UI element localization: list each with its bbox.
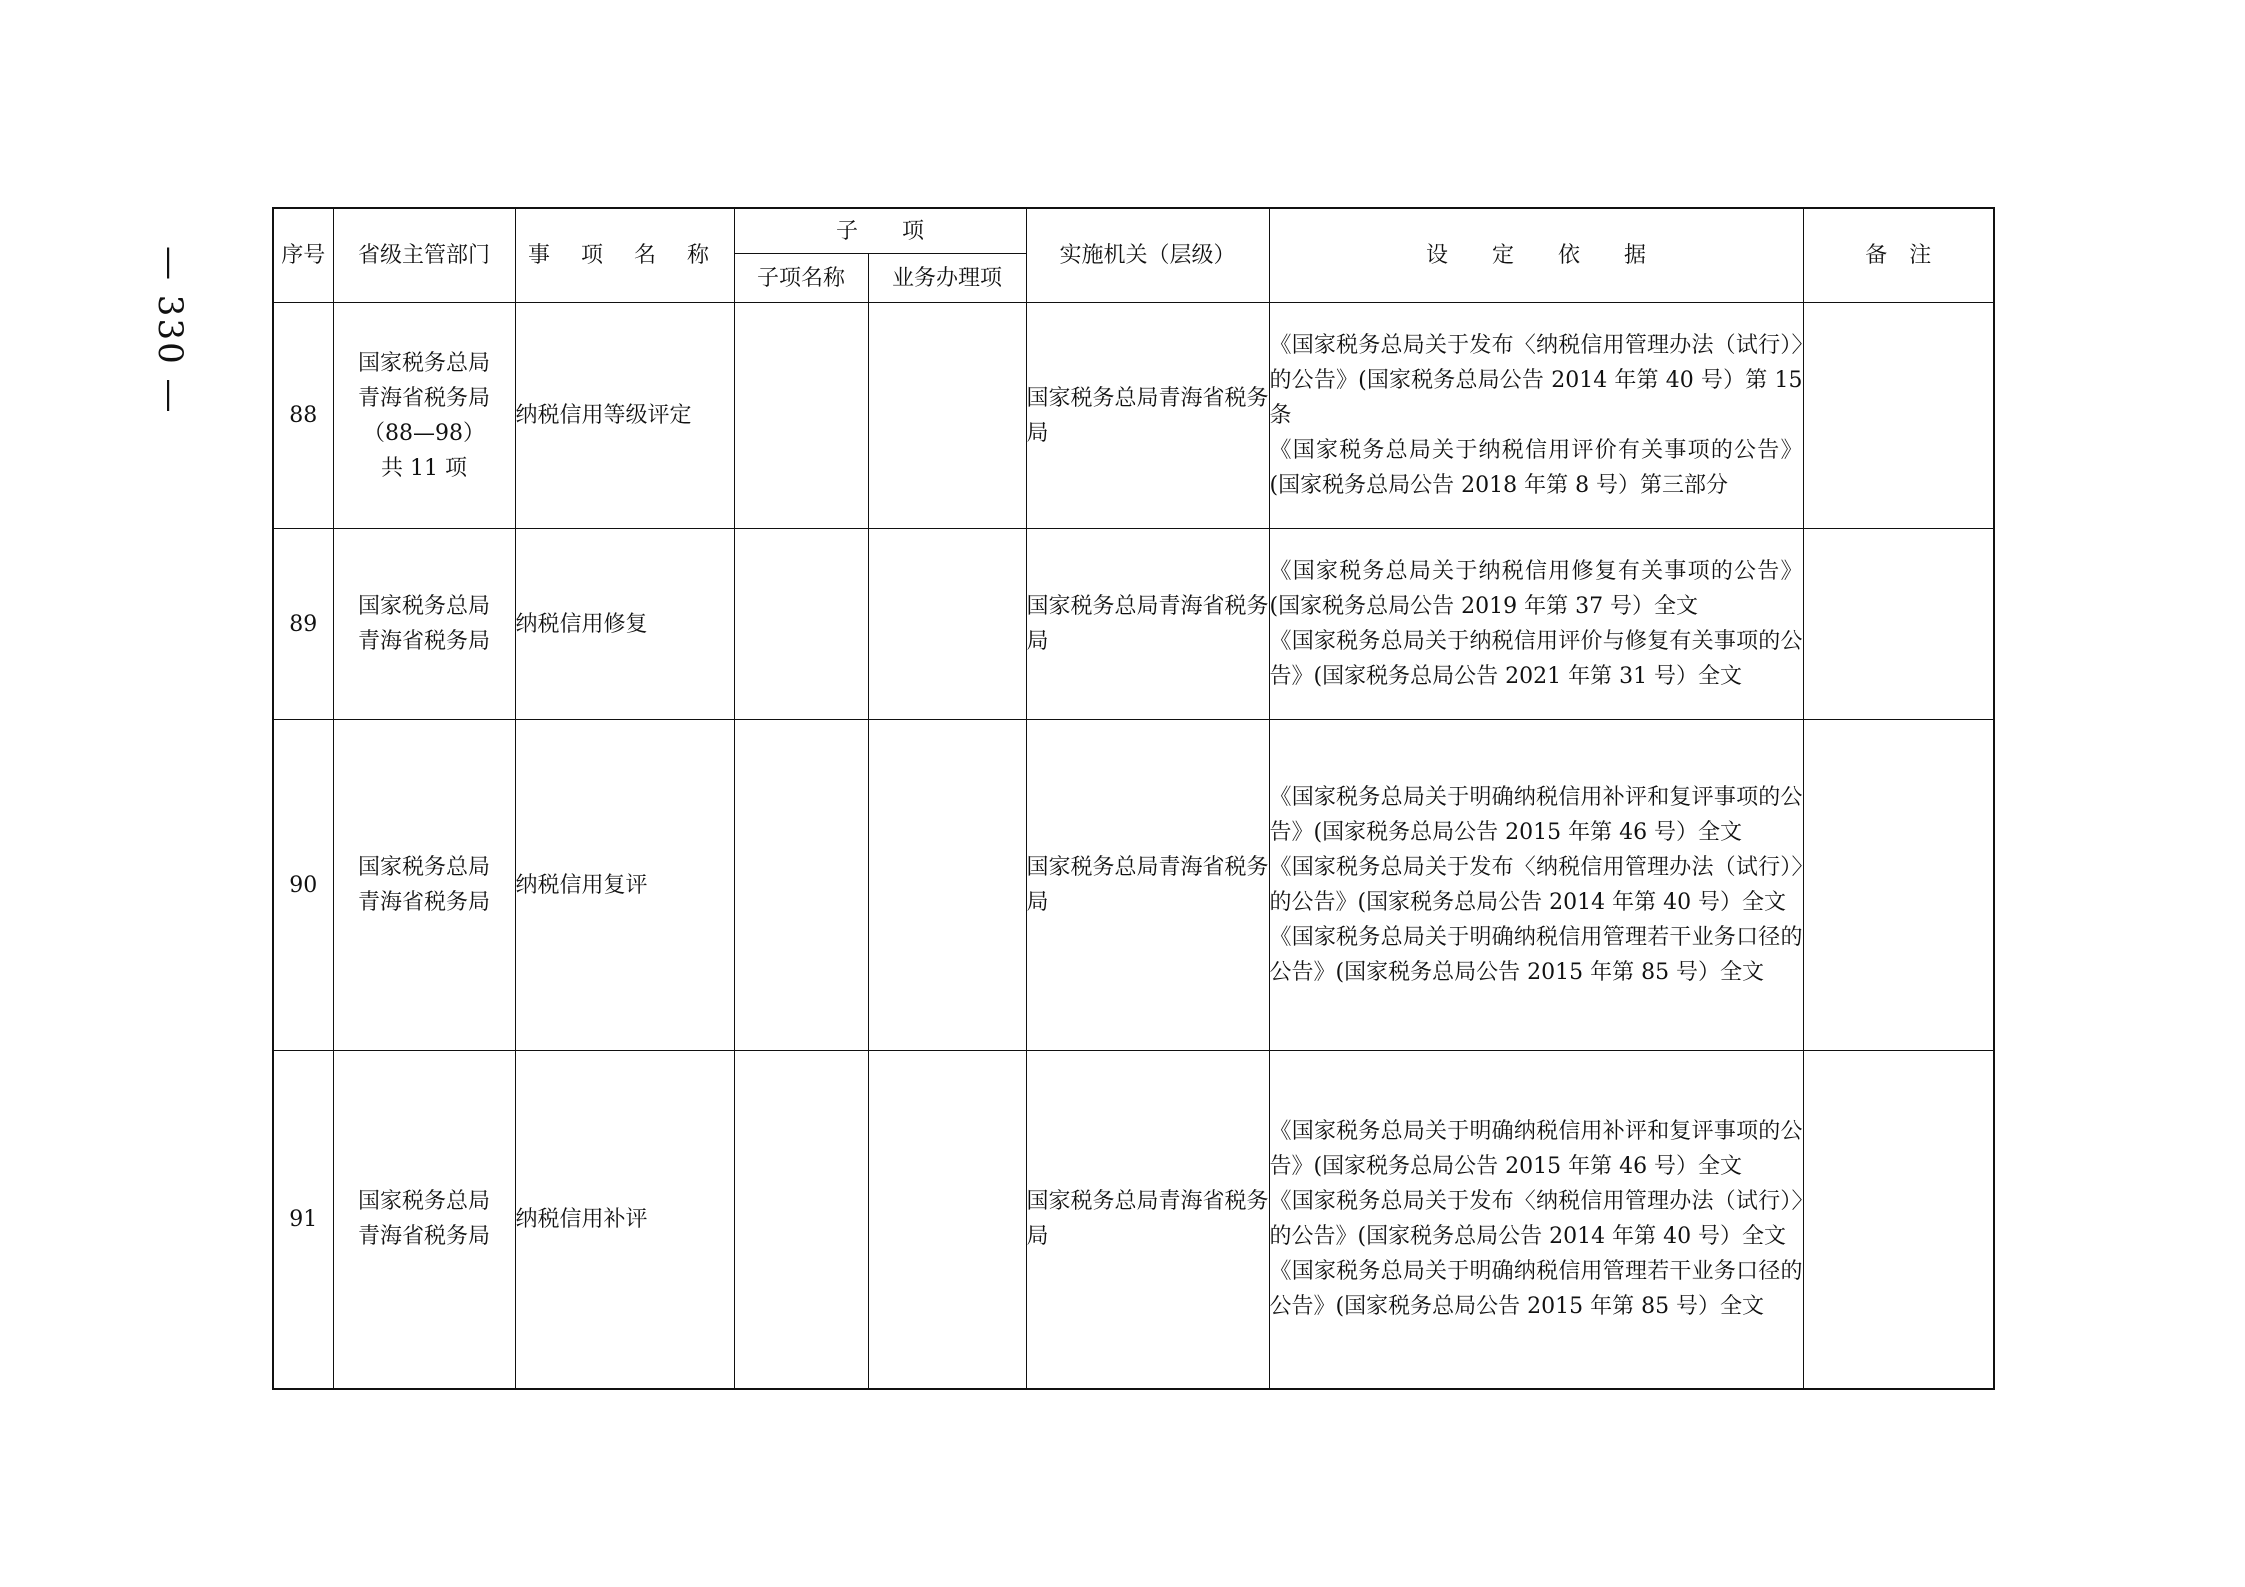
row-remarks [1803,1051,1994,1389]
row-sub-name [734,720,868,1051]
row-index: 91 [273,1051,333,1389]
header-business: 业务办理项 [868,254,1026,303]
row-index: 90 [273,720,333,1051]
row-remarks [1803,303,1994,529]
header-item-name: 事 项 名 称 [515,208,734,303]
header-department: 省级主管部门 [333,208,515,303]
header-authority: 实施机关（层级） [1026,208,1269,303]
table-row [273,529,1994,720]
row-remarks [1803,720,1994,1051]
header-basis: 设 定 依 据 [1269,208,1803,303]
table-row [273,303,1994,529]
row-item-name: 纳税信用补评 [515,1051,734,1389]
row-department: 国家税务总局 青海省税务局 [333,720,515,1051]
items-table [272,207,1995,1390]
header-sub: 子 项 [734,208,1026,254]
row-authority: 国家税务总局青海省税务局 [1026,303,1269,529]
row-department: 国家税务总局 青海省税务局 （88—98） 共 11 项 [333,303,515,529]
row-basis: 《国家税务总局关于纳税信用修复有关事项的公告》(国家税务总局公告 2019 年第 37 号）全文 《国家税务总局关于纳税信用评价与修复有关事项的公告》(国家税务总局公告 2021 年第 31 号）全文 [1269,529,1803,720]
row-item-name: 纳税信用等级评定 [515,303,734,529]
header-sub-name: 子项名称 [734,254,868,303]
row-remarks [1803,529,1994,720]
row-sub-name [734,1051,868,1389]
page-number: — 330 — [150,246,190,415]
row-index: 88 [273,303,333,529]
row-business [868,303,1026,529]
row-authority: 国家税务总局青海省税务局 [1026,529,1269,720]
row-sub-name [734,303,868,529]
row-item-name: 纳税信用修复 [515,529,734,720]
row-department: 国家税务总局 青海省税务局 [333,529,515,720]
header-remarks: 备 注 [1803,208,1994,303]
table-row [273,1051,1994,1389]
row-business [868,720,1026,1051]
row-sub-name [734,529,868,720]
row-basis: 《国家税务总局关于发布〈纳税信用管理办法（试行）〉的公告》(国家税务总局公告 2014 年第 40 号）第 15 条 《国家税务总局关于纳税信用评价有关事项的公告》(国家税务总局公告 2018 年第 8 号）第三部分 [1269,303,1803,529]
row-authority: 国家税务总局青海省税务局 [1026,720,1269,1051]
row-business [868,1051,1026,1389]
row-item-name: 纳税信用复评 [515,720,734,1051]
header-index: 序号 [273,208,333,303]
row-authority: 国家税务总局青海省税务局 [1026,1051,1269,1389]
table-row [273,720,1994,1051]
row-department: 国家税务总局 青海省税务局 [333,1051,515,1389]
row-basis: 《国家税务总局关于明确纳税信用补评和复评事项的公告》(国家税务总局公告 2015 年第 46 号）全文 《国家税务总局关于发布〈纳税信用管理办法（试行）〉的公告》(国家税务总局公告 2014 年第 40 号）全文 《国家税务总局关于明确纳税信用管理若干业务口径的公告》(国家税务总局公告 2015 年第 85 号）全文 [1269,1051,1803,1389]
row-business [868,529,1026,720]
row-index: 89 [273,529,333,720]
row-basis: 《国家税务总局关于明确纳税信用补评和复评事项的公告》(国家税务总局公告 2015 年第 46 号）全文 《国家税务总局关于发布〈纳税信用管理办法（试行）〉的公告》(国家税务总局公告 2014 年第 40 号）全文 《国家税务总局关于明确纳税信用管理若干业务口径的公告》(国家税务总局公告 2015 年第 85 号）全文 [1269,720,1803,1051]
